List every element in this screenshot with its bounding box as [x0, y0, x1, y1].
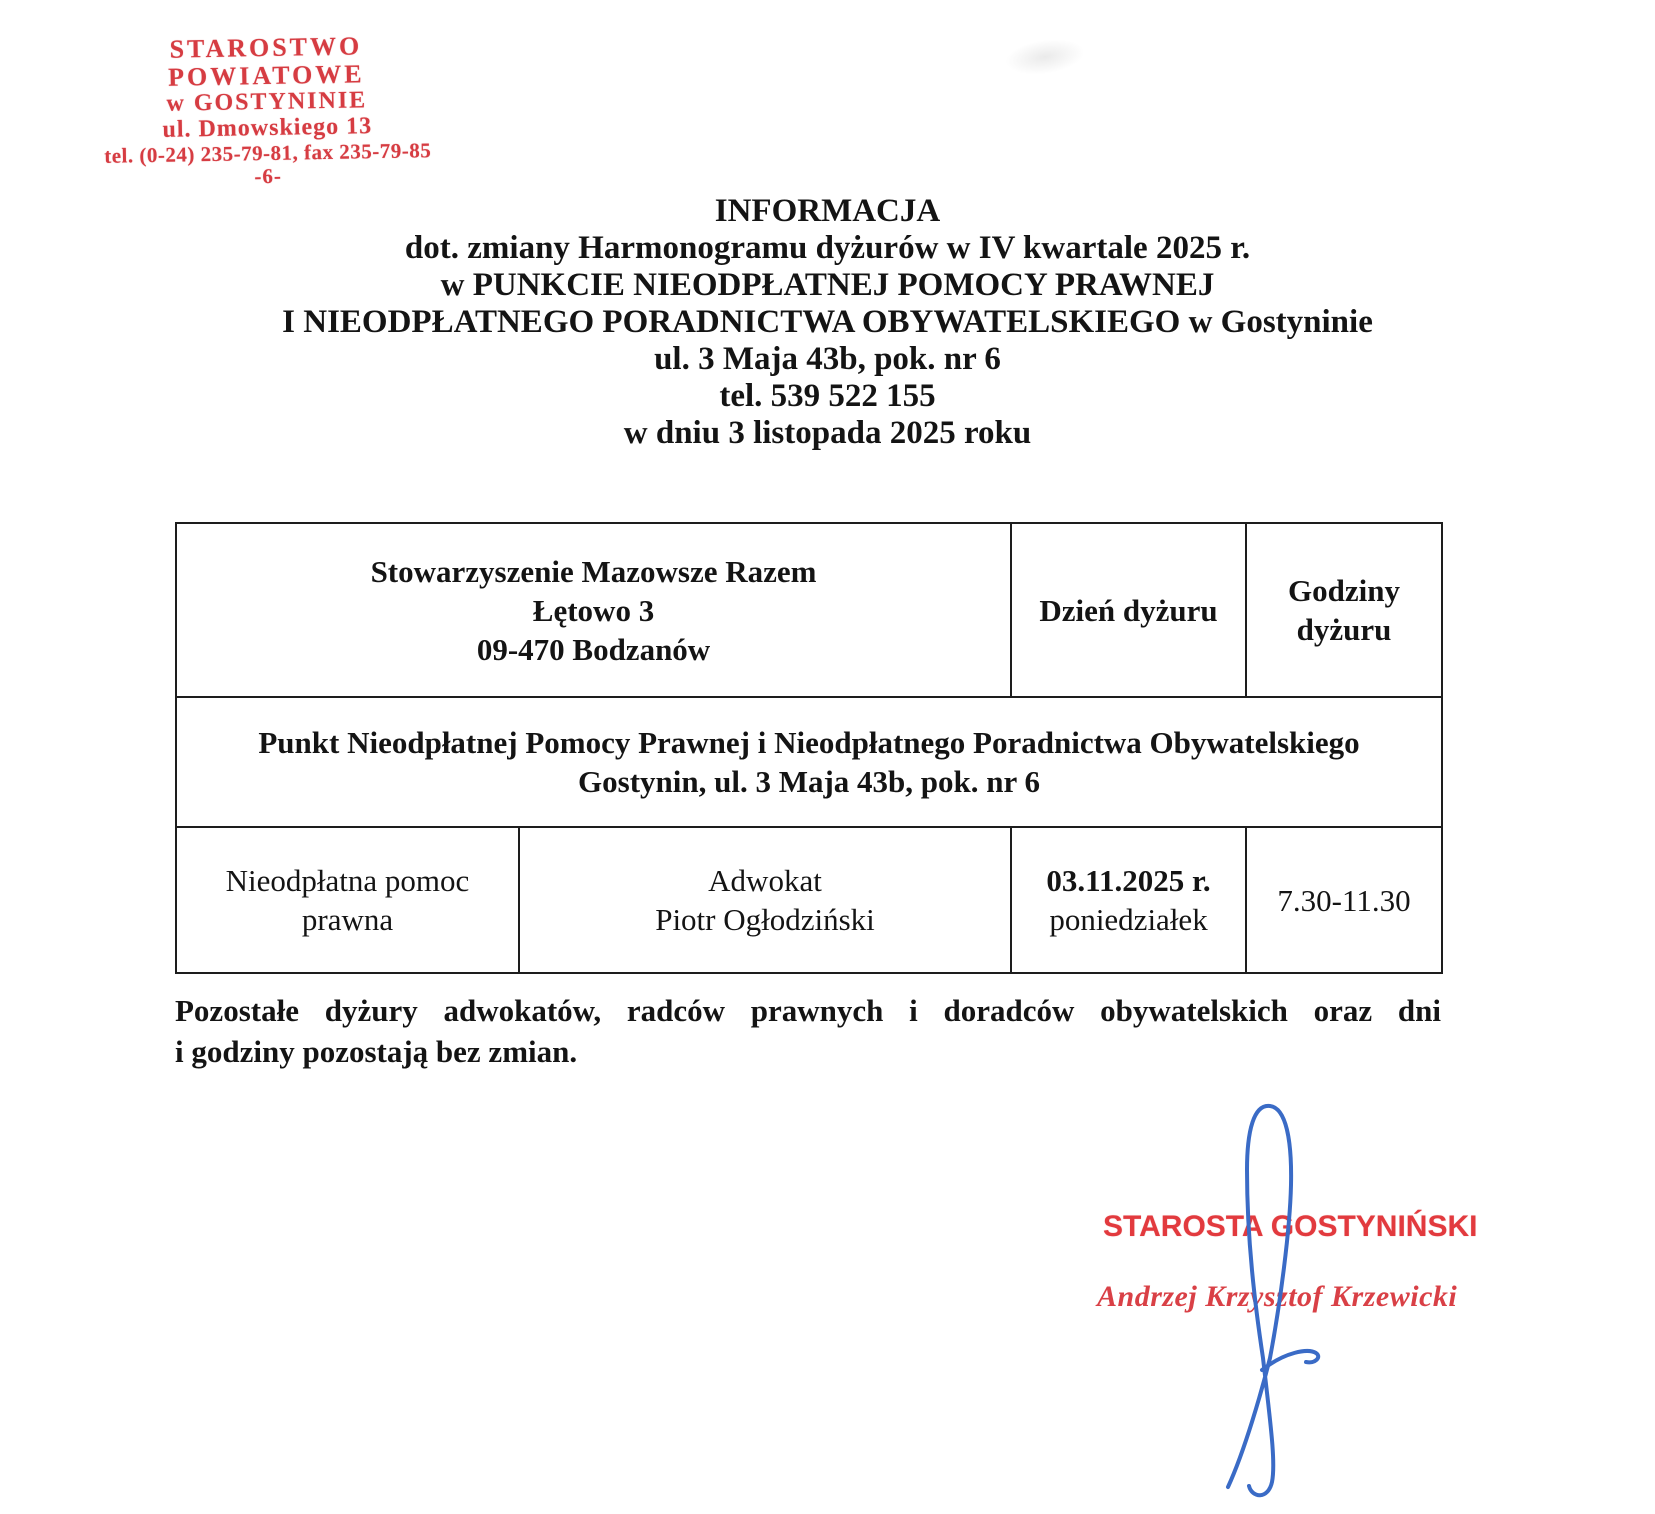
hours-column-header: Godziny dyżuru — [1246, 523, 1442, 697]
duty-date: 03.11.2025 r. — [1046, 863, 1211, 898]
stamp-office-name: STAROSTWO POWIATOWE — [167, 31, 365, 92]
stamp-city: w GOSTYNINIE — [166, 87, 368, 117]
table-header-row — [176, 523, 1442, 697]
lawyer-title: Adwokat — [708, 863, 822, 898]
stamp-phone-fax: tel. (0-24) 235-79-81, fax 235-79-85 — [104, 138, 432, 168]
service-cell — [176, 827, 519, 973]
organization-address2: 09-470 Bodzanów — [476, 631, 711, 667]
day-column-header: Dzień dyżuru — [1011, 523, 1246, 697]
title-address: ul. 3 Maja 43b, pok. nr 6 — [654, 341, 1001, 377]
closing-note-line2: i godziny pozostają bez zmian. — [175, 1034, 578, 1069]
title-point-line2: I NIEODPŁATNEGO PORADNICTWA OBYWATELSKIEGO w Gostyninie — [282, 304, 1373, 340]
document-title-block — [0, 193, 1655, 452]
lawyer-cell — [519, 827, 1011, 973]
title-informacja: INFORMACJA — [714, 193, 941, 229]
duty-hours-cell: 7.30-11.30 — [1246, 827, 1442, 973]
starosta-name-stamp: Andrzej Krzysztof Krzewicki — [1097, 1280, 1458, 1313]
organization-cell — [176, 523, 1011, 697]
lawyer-name: Piotr Ogłodziński — [655, 902, 875, 937]
duty-weekday: poniedziałek — [1049, 902, 1208, 937]
service-line1: Nieodpłatna pomoc — [225, 863, 470, 898]
closing-note-line1: Pozostałe dyżury adwokatów, radców prawnych i doradców obywatelskich oraz dni — [175, 993, 1441, 1028]
organization-name: Stowarzyszenie Mazowsze Razem — [370, 553, 817, 589]
organization-address1: Łętowo 3 — [532, 592, 655, 628]
title-point-line1: w PUNKCIE NIEODPŁATNEJ POMOCY PRAWNEJ — [440, 267, 1215, 303]
table-point-row — [176, 697, 1442, 827]
duty-day-cell — [1011, 827, 1246, 973]
title-subject: dot. zmiany Harmonogramu dyżurów w IV kwartale 2025 r. — [404, 230, 1251, 266]
stamp-street: ul. Dmowskiego 13 — [162, 113, 373, 143]
point-name: Punkt Nieodpłatnej Pomocy Prawnej i Nieodpłatnego Poradnictwa Obywatelskiego — [258, 725, 1360, 760]
point-cell — [176, 697, 1442, 827]
point-address: Gostynin, ul. 3 Maja 43b, pok. nr 6 — [578, 764, 1040, 799]
scan-smudge — [1003, 35, 1087, 80]
service-line2: prawna — [301, 902, 394, 937]
title-phone: tel. 539 522 155 — [719, 378, 936, 414]
stamp-number: -6- — [254, 163, 283, 188]
title-date: w dniu 3 listopada 2025 roku — [623, 415, 1032, 451]
table-data-row — [176, 827, 1442, 973]
office-stamp — [71, 31, 464, 191]
closing-note — [175, 990, 1441, 1072]
starosta-title-stamp: STAROSTA GOSTYNIŃSKI — [1103, 1210, 1478, 1243]
duty-schedule-table — [175, 522, 1443, 974]
